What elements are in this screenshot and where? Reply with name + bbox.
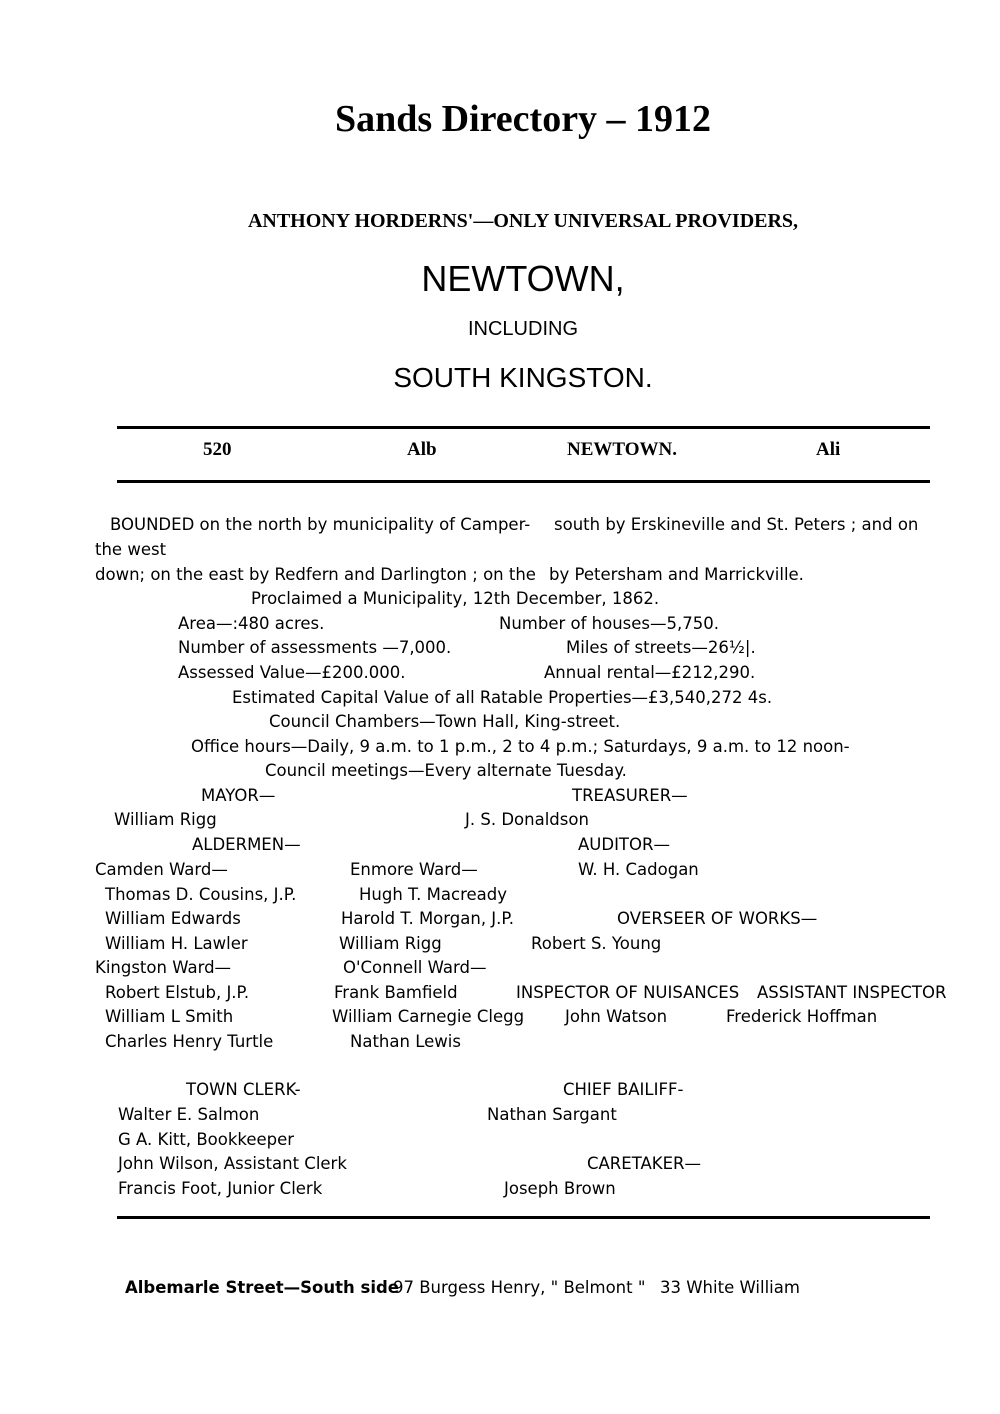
town-clerk-heading: TOWN CLERK- — [186, 1080, 301, 1099]
kingston-member: Charles Henry Turtle — [105, 1032, 274, 1051]
bounded-line-3-left: down; on the east by Redfern and Darlington ; on the — [95, 565, 536, 584]
annual-rental-stat: Annual rental—£212,290. — [544, 663, 756, 682]
oconnell-ward-heading: O'Connell Ward— — [343, 958, 487, 977]
enmore-ward-heading: Enmore Ward— — [350, 860, 478, 879]
right-key: Ali — [816, 439, 841, 460]
chief-bailiff-name: Nathan Sargant — [487, 1105, 617, 1124]
street-entry: 33 White William — [660, 1278, 800, 1297]
running-head-title: NEWTOWN. — [567, 439, 677, 460]
treasurer-heading: TREASURER— — [572, 786, 688, 805]
left-key: Alb — [407, 439, 437, 460]
kingston-ward-heading: Kingston Ward— — [95, 958, 232, 977]
enmore-member: William Rigg — [339, 934, 442, 953]
bounded-line-1-right: south by Erskineville and St. Peters ; and on — [554, 515, 919, 534]
auditor-name: W. H. Cadogan — [578, 860, 699, 879]
oconnell-member: Nathan Lewis — [350, 1032, 461, 1051]
town-clerk-staff: John Wilson, Assistant Clerk — [118, 1154, 347, 1173]
proclaimed-line: Proclaimed a Municipality, 12th December, 1862. — [251, 589, 660, 608]
camden-member: Thomas D. Cousins, J.P. — [105, 885, 297, 904]
area-stat: Area—:480 acres. — [178, 614, 325, 633]
aldermen-heading: ALDERMEN— — [192, 835, 301, 854]
chief-bailiff-heading: CHIEF BAILIFF- — [563, 1080, 684, 1099]
street-name: Albemarle Street—South side — [125, 1278, 399, 1297]
treasurer-name: J. S. Donaldson — [465, 810, 589, 829]
auditor-heading: AUDITOR— — [578, 835, 670, 854]
inspector-name: John Watson — [565, 1007, 668, 1026]
second-rule — [117, 480, 930, 483]
caretaker-name: Joseph Brown — [504, 1179, 616, 1198]
enmore-member: Hugh T. Macready — [359, 885, 507, 904]
assistant-inspector-name: Frederick Hoffman — [726, 1007, 878, 1026]
camden-member: William Edwards — [105, 909, 241, 928]
oconnell-member: William Carnegie Clegg — [332, 1007, 525, 1026]
bounded-line-3-right: by Petersham and Marrickville. — [549, 565, 804, 584]
camden-member: William H. Lawler — [105, 934, 248, 953]
camden-ward-heading: Camden Ward— — [95, 860, 228, 879]
town-clerk-staff: Francis Foot, Junior Clerk — [118, 1179, 323, 1198]
town-clerk-staff: G A. Kitt, Bookkeeper — [118, 1130, 295, 1149]
sub-place-heading: SOUTH KINGSTON. — [393, 362, 653, 393]
inspector-heading: INSPECTOR OF NUISANCES — [516, 983, 740, 1002]
kingston-member: William L Smith — [105, 1007, 234, 1026]
capital-value-line: Estimated Capital Value of all Ratable Properties—£3,540,272 4s. — [232, 688, 773, 707]
town-clerk-staff: Walter E. Salmon — [118, 1105, 260, 1124]
mayor-name: William Rigg — [114, 810, 217, 829]
caretaker-heading: CARETAKER— — [587, 1154, 701, 1173]
oconnell-member: Frank Bamfield — [334, 983, 458, 1002]
street-entry: 97 Burgess Henry, " Belmont " — [393, 1278, 646, 1297]
enmore-member: Harold T. Morgan, J.P. — [341, 909, 515, 928]
assessments-stat: Number of assessments —7,000. — [178, 638, 452, 657]
bottom-rule — [117, 1216, 930, 1219]
council-chambers-line: Council Chambers—Town Hall, King-street. — [269, 712, 621, 731]
place-heading: NEWTOWN, — [421, 258, 625, 299]
office-hours-line: Office hours—Daily, 9 a.m. to 1 p.m., 2 to 4 p.m.; Saturdays, 9 a.m. to 12 noon- — [191, 737, 850, 756]
advertisement-line: ANTHONY HORDERNS'—ONLY UNIVERSAL PROVIDERS, — [247, 210, 799, 232]
top-rule — [117, 426, 930, 429]
assistant-inspector-heading: ASSISTANT INSPECTOR — [757, 983, 947, 1002]
council-meetings-line: Council meetings—Every alternate Tuesday. — [265, 761, 627, 780]
bounded-line-2: the west — [95, 540, 167, 559]
bounded-line-1-left: BOUNDED on the north by municipality of Camper- — [110, 515, 531, 534]
including-label: INCLUDING — [467, 318, 578, 340]
assessed-value-stat: Assessed Value—£200.000. — [178, 663, 406, 682]
page-title: Sands Directory – 1912 — [334, 98, 712, 140]
overseer-name: Robert S. Young — [531, 934, 662, 953]
mayor-heading: MAYOR— — [201, 786, 276, 805]
overseer-heading: OVERSEER OF WORKS— — [617, 909, 818, 928]
streets-stat: Miles of streets—26½|. — [566, 638, 756, 657]
houses-stat: Number of houses—5,750. — [499, 614, 720, 633]
page-number: 520 — [203, 439, 232, 460]
kingston-member: Robert Elstub, J.P. — [105, 983, 250, 1002]
